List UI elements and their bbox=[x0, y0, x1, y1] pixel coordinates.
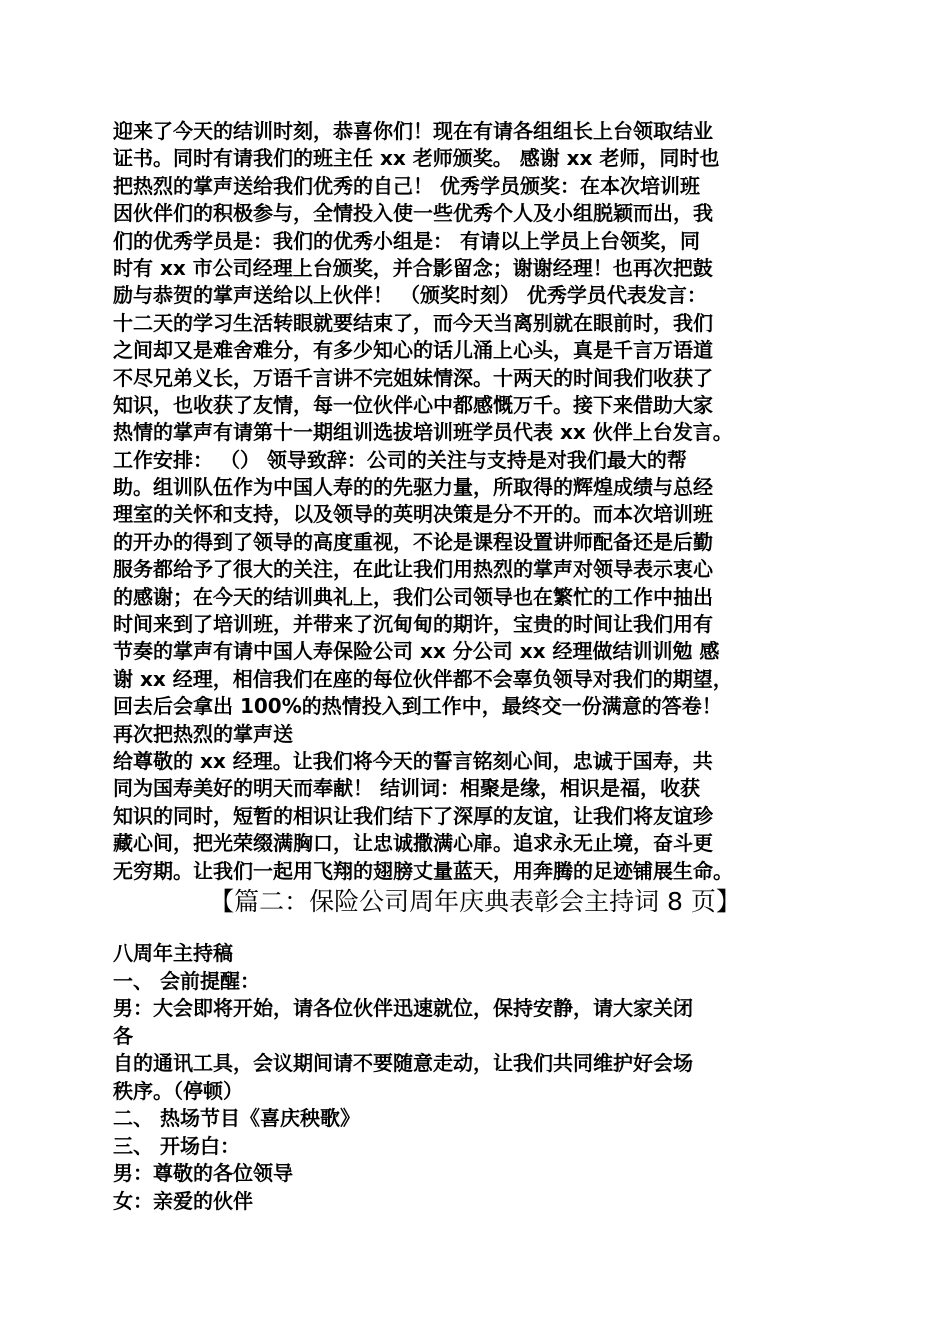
text-line: 男：尊敬的各位领导 bbox=[113, 1161, 293, 1185]
text-line: 自的通讯工具，会议期间请不要随意走动，让我们共同维护好会场 bbox=[113, 1051, 693, 1075]
text-line: 男：大会即将开始，请各位伙伴迅速就位，保持安静，请大家关闭 bbox=[113, 996, 693, 1020]
text-line: 知识，也收获了友情，每一位伙伴心中都感慨万千。接下来借助大家 bbox=[113, 392, 713, 417]
text-line: 节奏的掌声有请中国人寿保险公司 xx 分公司 xx 经理做结训训勉 感 bbox=[113, 639, 720, 664]
host-script-section bbox=[113, 940, 843, 1215]
text-line: 藏心间，把光荣缀满胸口，让忠诚撒满心扉。追求永无止境，奋斗更 bbox=[113, 831, 713, 856]
text-line: 时间来到了培训班，并带来了沉甸甸的期许，宝贵的时间让我们用有 bbox=[113, 612, 713, 637]
text-line: 三、 开场白： bbox=[113, 1133, 240, 1158]
text-line: 给尊敬的 xx 经理。让我们将今天的誓言铭刻心间，忠诚于国寿，共 bbox=[113, 748, 713, 773]
text-line: 励与恭贺的掌声送给以上伙伴！ （颁奖时刻） 优秀学员代表发言： bbox=[113, 283, 707, 308]
text-line: 八周年主持稿 bbox=[113, 941, 233, 965]
text-line: 因伙伴们的积极参与，全情投入使一些优秀个人及小组脱颖而出，我 bbox=[113, 201, 713, 226]
text-line: 服务都给予了很大的关注，在此让我们用热烈的掌声对领导表示衷心 bbox=[113, 557, 713, 582]
text-line: 的感谢；在今天的结训典礼上，我们公司领导也在繁忙的工作中抽出 bbox=[113, 584, 713, 609]
text-line: 工作安排： （） 领导致辞：公司的关注与支持是对我们最大的帮 bbox=[113, 447, 687, 472]
text-line: 们的优秀学员是：我们的优秀小组是： 有请以上学员上台领奖，同 bbox=[113, 228, 700, 253]
text-line: 证书。同时有请我们的班主任 xx 老师颁奖。 感谢 xx 老师，同时也 bbox=[113, 146, 720, 171]
text-line: 秩序。（停顿） bbox=[113, 1078, 243, 1103]
text-line: 不尽兄弟义长，万语千言讲不完姐妹情深。十两天的时间我们收获了 bbox=[113, 365, 713, 390]
body-paragraph bbox=[113, 118, 843, 885]
text-line: 助。组训队伍作为中国人寿的的先驱力量，所取得的辉煌成绩与总经 bbox=[113, 475, 713, 500]
text-line: 热情的掌声有请第十一期组训选拔培训班学员代表 xx 伙伴上台发言。 bbox=[113, 420, 733, 445]
text-line: 把热烈的掌声送给我们优秀的自己！ 优秀学员颁奖：在本次培训班 bbox=[113, 173, 700, 198]
text-line: 无穷期。让我们一起用飞翔的翅膀丈量蓝天，用奔腾的足迹铺展生命。 bbox=[113, 858, 733, 883]
text-line: 回去后会拿出 100%的热情投入到工作中，最终交一份满意的答卷！ bbox=[113, 694, 722, 719]
text-line: 一、 会前提醒： bbox=[113, 968, 260, 993]
text-line: 十二天的学习生活转眼就要结束了，而今天当离别就在眼前时，我们 bbox=[113, 310, 713, 335]
text-line: 再次把热烈的掌声送 bbox=[113, 721, 293, 746]
text-line: 的开办的得到了领导的高度重视，不论是课程设置讲师配备还是后勤 bbox=[113, 529, 713, 554]
text-line: 时有 xx 市公司经理上台颁奖，并合影留念；谢谢经理！也再次把鼓 bbox=[113, 255, 713, 280]
text-line: 女：亲爱的伙伴 bbox=[113, 1188, 253, 1213]
text-line: 同为国寿美好的明天而奉献！ 结训词：相聚是缘，相识是福，收获 bbox=[113, 776, 700, 801]
text-line: 各 bbox=[113, 1023, 133, 1048]
text-line: 知识的同时，短暂的相识让我们结下了深厚的友谊，让我们将友谊珍 bbox=[113, 803, 713, 828]
text-line: 之间却又是难舍难分，有多少知心的话儿涌上心头，真是千言万语道 bbox=[113, 338, 713, 363]
section-heading: 【篇二：保险公司周年庆典表彰会主持词 8 页】 bbox=[209, 887, 741, 916]
text-line: 理室的关怀和支持，以及领导的英明决策是分不开的。而本次培训班 bbox=[113, 502, 713, 527]
text-line: 迎来了今天的结训时刻，恭喜你们！现在有请各组组长上台领取结业 bbox=[113, 119, 713, 143]
text-line: 二、 热场节目《喜庆秧歌》 bbox=[113, 1106, 360, 1130]
text-line: 谢 xx 经理，相信我们在座的每位伙伴都不会辜负领导对我们的期望， bbox=[113, 666, 733, 691]
